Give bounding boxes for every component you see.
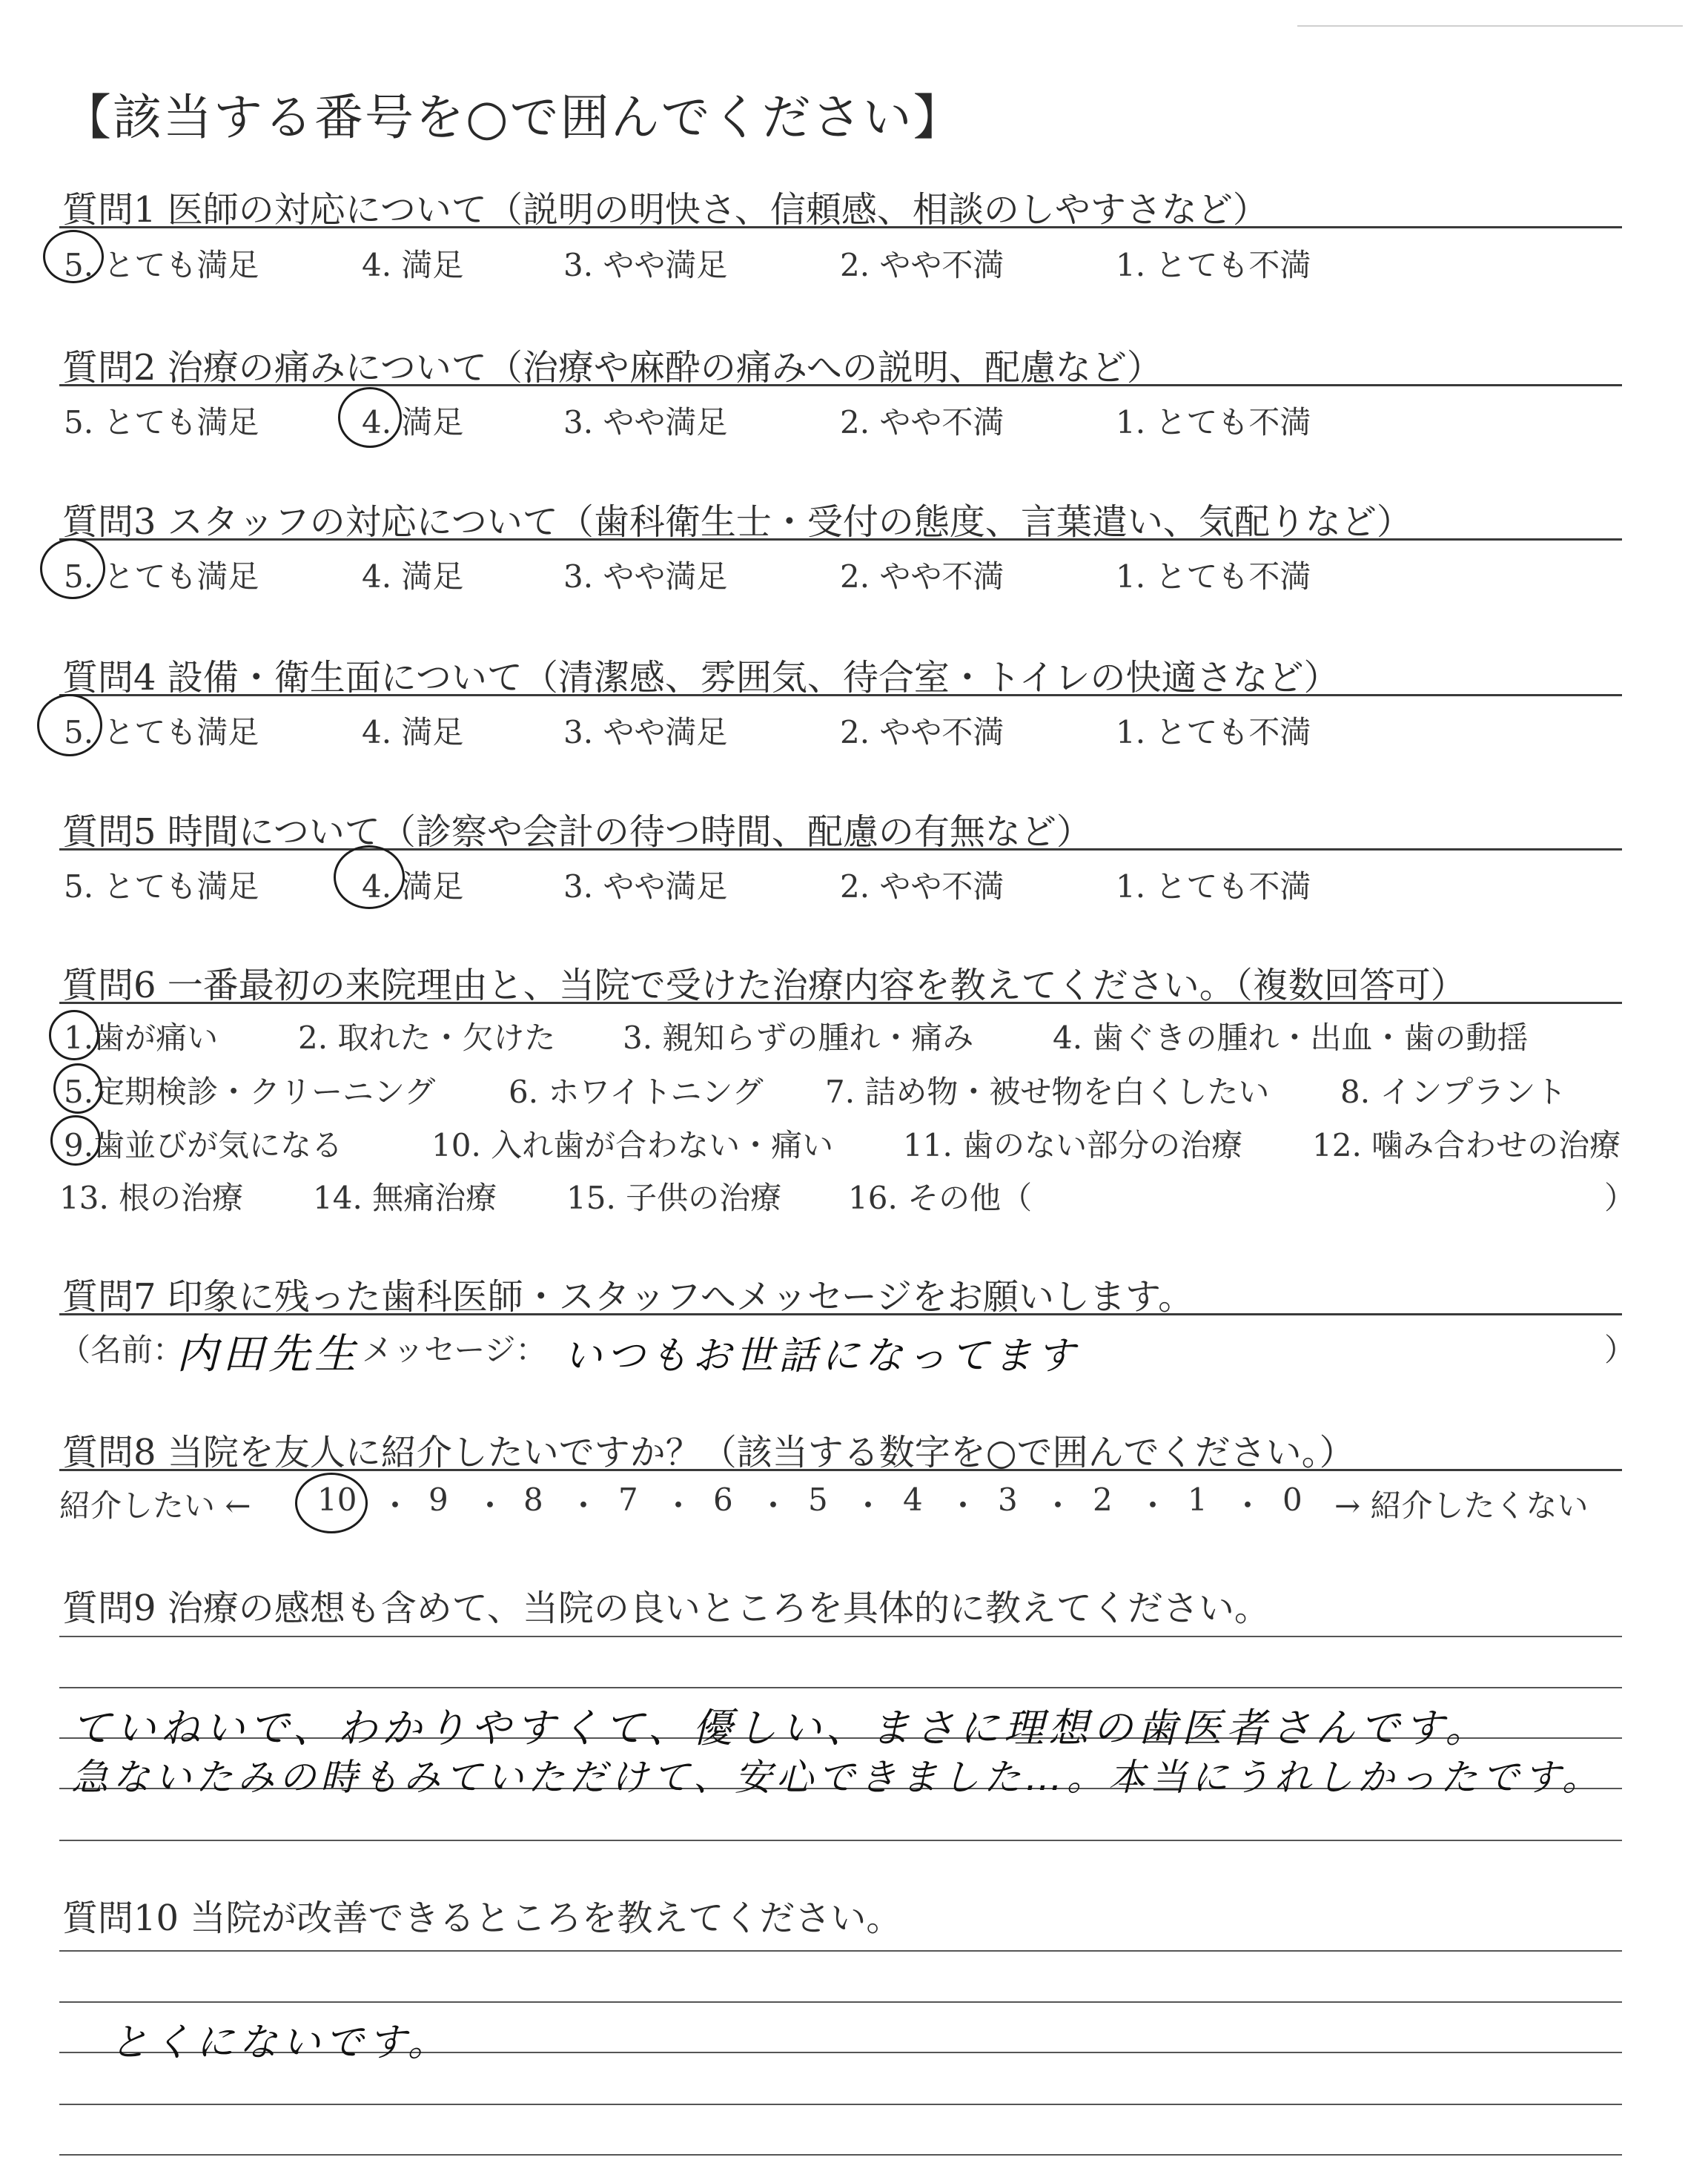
q8-value-5[interactable]: 5 xyxy=(808,1482,828,1518)
q3-option-3[interactable]: 3. やや満足 xyxy=(563,558,728,595)
q3-option-5[interactable]: 5. とても満足 xyxy=(64,558,259,595)
q5-option-2[interactable]: 2. やや不満 xyxy=(840,868,1004,905)
q6-option-11[interactable]: 11. 歯のない部分の治療 xyxy=(903,1127,1243,1163)
q10-answer-line-1 xyxy=(59,1950,1622,1952)
question-2-rule xyxy=(59,384,1622,386)
q9-answer-text-1[interactable]: ていねいで、わかりやすくて、優しい、まさに理想の歯医者さんです。 xyxy=(71,1705,1490,1751)
q4-selection-circle xyxy=(37,694,102,756)
q10-answer-line-4 xyxy=(59,2104,1622,2105)
q1-option-3[interactable]: 3. やや満足 xyxy=(563,247,728,283)
q6-option-15[interactable]: 15. 子供の治療 xyxy=(566,1180,782,1216)
q8-separator: ・ xyxy=(1042,1487,1074,1524)
question-8-label: 質問8 当院を友人に紹介したいですか？（該当する数字を○で囲んでください。） xyxy=(62,1432,1355,1473)
q6-option-13[interactable]: 13. 根の治療 xyxy=(59,1180,244,1216)
q8-value-8[interactable]: 8 xyxy=(523,1482,543,1518)
scan-edge-line xyxy=(1297,25,1683,27)
q8-separator: ・ xyxy=(1137,1487,1169,1524)
q4-option-3[interactable]: 3. やや満足 xyxy=(563,714,728,750)
question-4-rule xyxy=(59,694,1622,696)
q8-separator: ・ xyxy=(947,1487,979,1524)
q6-selection-circle-1 xyxy=(49,1010,99,1060)
q9-answer-line-2 xyxy=(59,1687,1622,1688)
q8-separator: ・ xyxy=(1232,1487,1264,1524)
q3-option-4[interactable]: 4. 満足 xyxy=(362,558,464,595)
q8-value-0[interactable]: 0 xyxy=(1282,1482,1302,1518)
question-9-label: 質問9 治療の感想も含めて、当院の良いところを具体的に教えてください。 xyxy=(62,1588,1270,1629)
q8-separator: ・ xyxy=(663,1487,695,1524)
q1-selection-circle xyxy=(43,230,104,283)
q8-right-label: → 紹介したくない xyxy=(1334,1487,1589,1524)
question-5-label: 質問5 時間について（診察や会計の待つ時間、配慮の有無など） xyxy=(62,811,1092,853)
question-6-label: 質問6 一番最初の来院理由と、当院で受けた治療内容を教えてください。（複数回答可） xyxy=(62,965,1466,1006)
q2-option-2[interactable]: 2. やや不満 xyxy=(840,404,1004,440)
q9-answer-text-2[interactable]: 急ないたみの時もみていただけて、安心できました…。本当にうれしかったです。 xyxy=(71,1756,1603,1799)
q7-name-label: （名前： xyxy=(59,1332,185,1368)
q8-value-6[interactable]: 6 xyxy=(713,1482,733,1518)
question-8-rule xyxy=(59,1469,1622,1471)
q4-option-4[interactable]: 4. 満足 xyxy=(362,714,464,750)
q6-selection-circle-5 xyxy=(53,1063,102,1114)
q8-separator: ・ xyxy=(758,1487,790,1524)
q7-close-paren: ） xyxy=(1604,1332,1636,1368)
q7-message-value[interactable]: いつもお世話になってます xyxy=(563,1334,1080,1378)
q4-option-2[interactable]: 2. やや不満 xyxy=(840,714,1004,750)
question-3-label: 質問3 スタッフの対応について（歯科衛生士・受付の態度、言葉遣い、気配りなど） xyxy=(62,501,1412,543)
q5-option-3[interactable]: 3. やや満足 xyxy=(563,868,728,905)
question-10-label: 質問10 当院が改善できるところを教えてください。 xyxy=(62,1898,902,1939)
q6-option-4[interactable]: 4. 歯ぐきの腫れ・出血・歯の動揺 xyxy=(1053,1020,1529,1056)
question-1-rule xyxy=(59,226,1622,228)
q6-option-7[interactable]: 7. 詰め物・被せ物を白くしたい xyxy=(825,1074,1270,1110)
q6-option-10[interactable]: 10. 入れ歯が合わない・痛い xyxy=(431,1127,834,1163)
question-1-label: 質問1 医師の対応について（説明の明快さ、信頼感、相談のしやすさなど） xyxy=(62,189,1268,231)
q9-answer-line-5 xyxy=(59,1840,1622,1841)
q6-option-1[interactable]: 1.歯が痛い xyxy=(64,1020,219,1056)
q8-value-9[interactable]: 9 xyxy=(428,1482,448,1518)
q6-option-9[interactable]: 9.歯並びが気になる xyxy=(64,1127,343,1163)
q1-option-5[interactable]: 5. とても満足 xyxy=(64,247,259,283)
q8-value-10[interactable]: 10 xyxy=(317,1482,357,1518)
question-2-label: 質問2 治療の痛みについて（治療や麻酔の痛みへの説明、配慮など） xyxy=(62,347,1162,389)
question-7-rule xyxy=(59,1313,1622,1315)
q1-option-1[interactable]: 1. とても不満 xyxy=(1116,247,1311,283)
q8-value-7[interactable]: 7 xyxy=(618,1482,638,1518)
q6-option-12[interactable]: 12. 噛み合わせの治療 xyxy=(1312,1127,1621,1163)
page-title: 【該当する番号を○で囲んでください】 xyxy=(62,89,964,146)
question-7-label: 質問7 印象に残った歯科医師・スタッフへメッセージをお願いします。 xyxy=(62,1276,1194,1318)
q2-option-3[interactable]: 3. やや満足 xyxy=(563,404,728,440)
question-3-rule xyxy=(59,538,1622,541)
q10-answer-line-2 xyxy=(59,2001,1622,2003)
q8-selection-circle xyxy=(295,1473,368,1533)
q2-option-5[interactable]: 5. とても満足 xyxy=(64,404,259,440)
q8-separator: ・ xyxy=(568,1487,600,1524)
q2-option-1[interactable]: 1. とても不満 xyxy=(1116,404,1311,440)
q5-option-1[interactable]: 1. とても不満 xyxy=(1116,868,1311,905)
q7-name-value[interactable]: 内田先生 xyxy=(176,1330,360,1378)
q3-selection-circle xyxy=(40,538,105,599)
q6-option-5[interactable]: 5.定期検診・クリーニング xyxy=(64,1074,436,1110)
q10-answer-text[interactable]: とくにないです。 xyxy=(110,2021,451,2065)
q6-other-close-paren: ） xyxy=(1604,1180,1636,1216)
q4-option-5[interactable]: 5. とても満足 xyxy=(64,714,259,750)
q8-separator: ・ xyxy=(853,1487,884,1524)
q2-selection-circle xyxy=(338,387,402,448)
question-6-rule xyxy=(59,1002,1622,1004)
q3-option-1[interactable]: 1. とても不満 xyxy=(1116,558,1311,595)
q8-value-4[interactable]: 4 xyxy=(903,1482,923,1518)
question-5-rule xyxy=(59,848,1622,851)
q6-option-2[interactable]: 2. 取れた・欠けた xyxy=(298,1020,556,1056)
q6-selection-circle-9 xyxy=(50,1115,101,1166)
q5-option-4[interactable]: 4. 満足 xyxy=(362,868,464,905)
q8-value-1[interactable]: 1 xyxy=(1188,1482,1208,1518)
q4-option-1[interactable]: 1. とても不満 xyxy=(1116,714,1311,750)
q8-left-label: 紹介したい ← xyxy=(59,1487,251,1524)
q7-message-label: メッセージ： xyxy=(362,1332,547,1368)
q1-option-2[interactable]: 2. やや不満 xyxy=(840,247,1004,283)
q2-option-4[interactable]: 4. 満足 xyxy=(362,404,464,440)
q6-option-16[interactable]: 16. その他（ xyxy=(848,1180,1033,1216)
q6-option-8[interactable]: 8. インプラント xyxy=(1340,1074,1567,1110)
q8-value-2[interactable]: 2 xyxy=(1093,1482,1113,1518)
question-4-label: 質問4 設備・衛生面について（清潔感、雰囲気、待合室・トイレの快適さなど） xyxy=(62,657,1340,698)
q5-selection-circle xyxy=(334,845,405,909)
q8-value-3[interactable]: 3 xyxy=(998,1482,1018,1518)
q10-answer-line-5 xyxy=(59,2154,1622,2156)
q6-option-6[interactable]: 6. ホワイトニング xyxy=(509,1074,764,1110)
q6-option-14[interactable]: 14. 無痛治療 xyxy=(313,1180,497,1216)
q1-option-4[interactable]: 4. 満足 xyxy=(362,247,464,283)
q9-answer-line-1 xyxy=(59,1636,1622,1637)
q5-option-5[interactable]: 5. とても満足 xyxy=(64,868,259,905)
q3-option-2[interactable]: 2. やや不満 xyxy=(840,558,1004,595)
q8-separator: ・ xyxy=(474,1487,506,1524)
q6-option-3[interactable]: 3. 親知らずの腫れ・痛み xyxy=(623,1020,974,1056)
q8-separator: ・ xyxy=(380,1487,411,1524)
